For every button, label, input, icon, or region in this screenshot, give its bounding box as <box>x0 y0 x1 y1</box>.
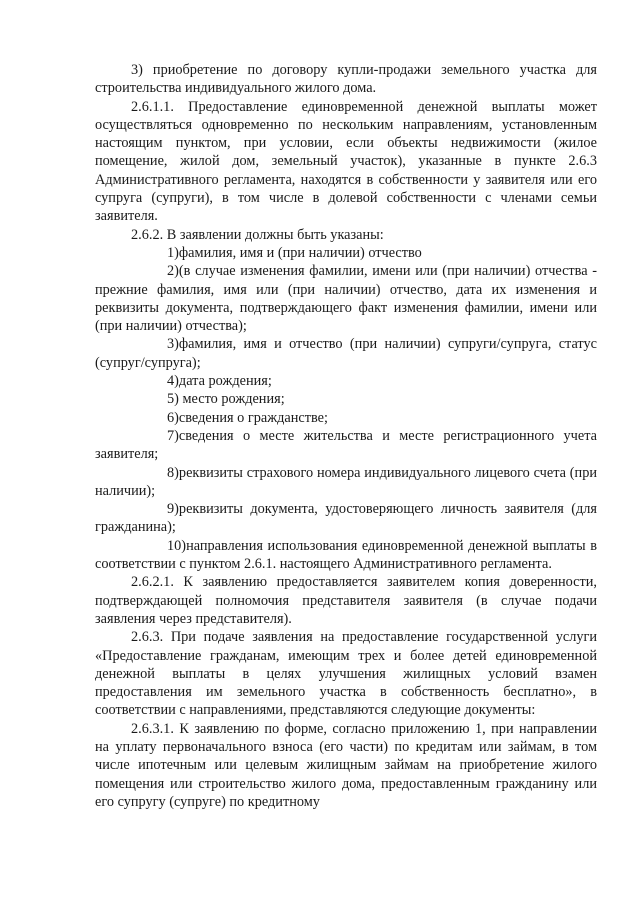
list-item-text: фамилия, имя и (при наличии) отчество <box>178 244 422 261</box>
list-item-text: сведения о гражданстве; <box>178 409 328 426</box>
list-item-number: 9) <box>167 501 179 518</box>
list-item <box>95 537 597 574</box>
list-item-text: фамилия, имя и отчество (при наличии) супруги/супруга, статус (супруг/супруга); <box>95 336 597 371</box>
paragraph-2-6-3-1: 2.6.3.1. К заявлению по форме, согласно приложению 1, при направлении на уплату первоначального взноса (его части) по кредитам или займам, в том числе ипотечным или целевым жилищным займам на приобретение жилого помещения или строительство жилого дома, предоставленным гражданину или его супругу (супруге) по кредитному <box>95 720 597 810</box>
list-item <box>95 372 597 390</box>
paragraph-2-6-3: 2.6.3. При подаче заявления на предоставление государственной услуги «Предоставление гражданам, имеющим трех и более детей единовременной денежной выплаты в целях улучшения жилищных условий взамен предоставления им земельного участка в собственность бесплатно», в соответствии с направлениями, представляются следующие документы: <box>95 629 597 719</box>
list-item-number: 5) <box>167 391 179 408</box>
list-item <box>95 427 597 464</box>
list-item <box>95 500 597 537</box>
list-item-text: сведения о месте жительства и месте регистрационного учета заявителя; <box>95 427 597 463</box>
list-item-number: 10) <box>167 537 187 554</box>
list-item <box>95 464 597 501</box>
list-item-text: реквизиты документа, удостоверяющего личность заявителя (для гражданина); <box>95 501 597 536</box>
list-item <box>95 335 597 372</box>
list-item <box>95 390 597 408</box>
list-item-number: 3) <box>167 336 179 353</box>
list-item-text: (в случае изменения фамилии, имени или (при наличии) отчества - прежние фамилия, имя или (при наличии) отчество, дата их изменения и реквизиты документа, подтверждающего факт изменения фамилии, имени или (при наличии) отчества); <box>95 263 597 335</box>
paragraph-2-6-1-1: 2.6.1.1. Предоставление единовременной денежной выплаты может осуществляться одновременно по нескольким направлениям, установленным настоящим пунктом, при условии, если объекты недвижимости (жилое помещение, жилой дом, земельный участок), указанные в пункте 2.6.3 Административного регламента, находятся в собственности у заявителя или его супруга (супруги), в том числе в долевой собственности с членами семьи заявителя. <box>95 98 597 225</box>
list-item-text: место рождения; <box>178 391 285 408</box>
list-item-number: 8) <box>167 464 179 481</box>
list-item <box>95 262 597 335</box>
list-item <box>95 244 597 262</box>
list-item-number: 7) <box>167 427 179 444</box>
list-item-text: дата рождения; <box>178 373 272 390</box>
list-item <box>95 409 597 427</box>
list-item-number: 6) <box>167 409 179 426</box>
list-item-number: 1) <box>167 244 179 261</box>
paragraph-item-3-land-purchase: 3) приобретение по договору купли-продажи земельного участка для строительства индивидуального жилого дома. <box>95 62 597 97</box>
paragraph-2-6-2-1: 2.6.2.1. К заявлению предоставляется заявителем копия доверенности, подтверждающей полномочия представителя заявителя (в случае подачи заявления через представителя). <box>95 574 597 627</box>
list-item-text: направления использования единовременной денежной выплаты в соответствии с пунктом 2.6.1. настоящего Административного регламента. <box>95 537 597 573</box>
list-item-number: 4) <box>167 373 179 390</box>
list-item-text: реквизиты страхового номера индивидуального лицевого счета (при наличии); <box>95 464 597 499</box>
list-item-number: 2) <box>167 263 179 280</box>
document-body <box>95 61 597 811</box>
paragraph-2-6-2: 2.6.2. В заявлении должны быть указаны: <box>131 226 384 243</box>
